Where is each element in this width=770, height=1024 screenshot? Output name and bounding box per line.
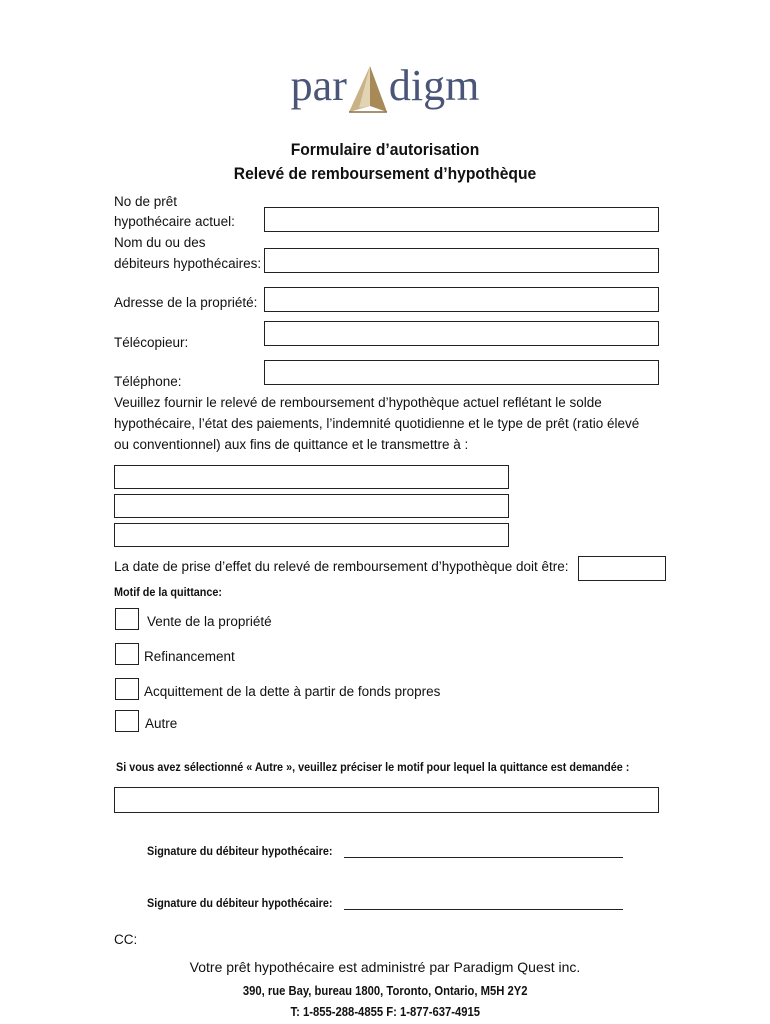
reason-heading: Motif de la quittance: (114, 585, 222, 599)
instructions-line3: ou conventionnel) aux fins de quittance et le transmettre à : (114, 437, 469, 452)
recipient-field-1[interactable] (114, 465, 509, 489)
checkbox-payoff[interactable] (115, 678, 139, 700)
phone-field[interactable] (264, 360, 659, 385)
option-refinance-label: Refinancement (144, 649, 235, 664)
other-reason-field[interactable] (114, 787, 659, 813)
debtor-name-field[interactable] (264, 248, 659, 273)
signature-line-2[interactable] (344, 909, 623, 910)
form-subtitle: Relevé de remboursement d’hypothèque (233, 164, 537, 183)
signature-line-1[interactable] (344, 857, 623, 858)
effective-date-label: La date de prise d’effet du relevé de remboursement d’hypothèque doit être: (114, 559, 569, 574)
debtor-name-label-line1: Nom du ou des (114, 235, 206, 250)
footer-contact: T: 1-855-288-4855 F: 1-877-637-4915 (290, 1005, 480, 1019)
logo-text-right: digm (388, 61, 480, 110)
effective-date-field[interactable] (578, 556, 666, 581)
sail-logo-icon (345, 62, 391, 118)
footer-address: 390, rue Bay, bureau 1800, Toronto, Ontario, M5H 2Y2 (242, 984, 528, 998)
property-address-field[interactable] (264, 287, 659, 312)
option-other-label: Autre (145, 716, 178, 731)
property-address-label: Adresse de la propriété: (114, 295, 258, 310)
footer-contact-wrap (0, 1003, 770, 1021)
signature-label-2: Signature du débiteur hypothécaire: (147, 896, 333, 910)
signature-label-1: Signature du débiteur hypothécaire: (147, 844, 333, 858)
phone-label: Téléphone: (114, 374, 182, 389)
recipient-field-3[interactable] (114, 523, 509, 547)
fax-label: Télécopieur: (114, 335, 189, 350)
debtor-name-label-line2: débiteurs hypothécaires: (114, 256, 262, 271)
checkbox-sale[interactable] (115, 608, 139, 630)
footer-address-wrap (0, 982, 770, 1000)
other-reason-label: Si vous avez sélectionné « Autre », veuillez préciser le motif pour lequel la quittance est demandée : (116, 760, 630, 774)
instructions-line2: hypothécaire, l’état des paiements, l’indemnité quotidienne et le type de prêt (ratio élevé (114, 416, 640, 431)
cc-label: CC: (114, 932, 138, 947)
form-title: Formulaire d’autorisation (290, 140, 480, 159)
logo-text-left: par (290, 61, 347, 110)
option-sale-label: Vente de la propriété (147, 614, 272, 629)
checkbox-refinance[interactable] (115, 643, 139, 665)
paradigm-logo (0, 58, 770, 114)
option-payoff-label: Acquittement de la dette à partir de fonds propres (144, 684, 441, 699)
loan-number-label-line1: No de prêt (114, 194, 178, 209)
checkbox-other[interactable] (115, 710, 139, 732)
recipient-field-2[interactable] (114, 494, 509, 518)
instructions-text (114, 392, 674, 455)
footer-line1: Votre prêt hypothécaire est administré par Paradigm Quest inc. (189, 959, 581, 975)
loan-number-field[interactable] (264, 207, 659, 232)
loan-number-label-line2: hypothécaire actuel: (114, 214, 235, 229)
instructions-line1: Veuillez fournir le relevé de remboursement d’hypothèque actuel reflétant le solde (114, 395, 602, 410)
fax-field[interactable] (264, 321, 659, 346)
